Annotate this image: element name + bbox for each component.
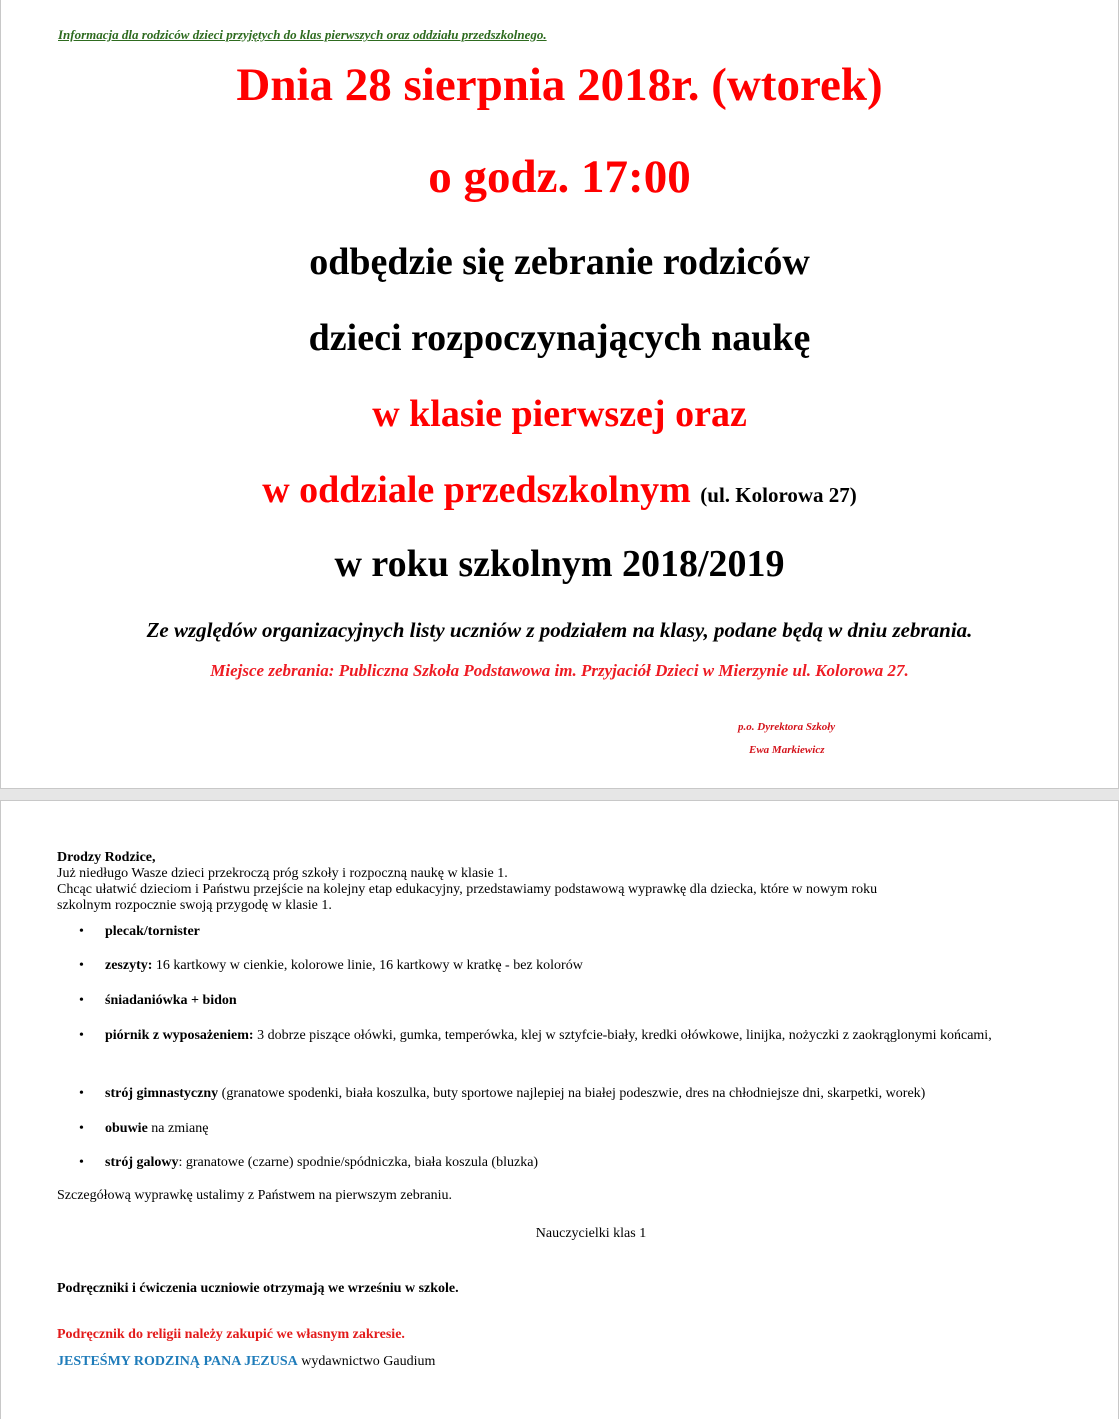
signature-title: p.o. Dyrektora Szkoły <box>738 721 836 733</box>
item-title: zeszyty: <box>105 958 153 973</box>
bullet-icon: • <box>79 1121 84 1136</box>
item-detail: : granatowe (czarne) spodnie/spódniczka, biała koszula (bluzka) <box>178 1155 539 1170</box>
children-heading: dzieci rozpoczynających naukę <box>308 317 811 359</box>
preschool-address: (ul. Kolorowa 27) <box>700 483 857 507</box>
textbooks-note: Podręczniki i ćwiczenia uczniowie otrzymają we wrześniu w szkole. <box>57 1281 459 1296</box>
bullet-icon: • <box>79 958 84 973</box>
intro-paragraph-2: Chcąc ułatwić dzieciom i Państwu przejście na kolejny etap edukacyjny, przedstawiamy podstawową wyprawkę dla dziecka, które w nowym roku <box>57 882 878 897</box>
item-title: plecak/tornister <box>105 924 200 939</box>
bullet-icon: • <box>79 1155 84 1170</box>
item-detail: 16 kartkowy w cienkie, kolorowe linie, 16 kartkowy w kratkę - bez kolorów <box>152 958 583 973</box>
item-title: piórnik z wyposażeniem: <box>105 1028 254 1043</box>
greeting: Drodzy Rodzice, <box>57 850 156 865</box>
item-title: śniadaniówka + bidon <box>105 993 237 1008</box>
info-header: Informacja dla rodziców dzieci przyjętych do klas pierwszych oraz oddziału przedszkolnego. <box>58 27 547 42</box>
closing-note: Szczegółową wyprawkę ustalimy z Państwem na pierwszym zebraniu. <box>57 1188 452 1203</box>
meeting-heading: odbędzie się zebranie rodziców <box>309 241 810 283</box>
bullet-icon: • <box>79 993 84 1008</box>
preschool-text: w oddziale przedszkolnym <box>262 469 691 511</box>
item-title: strój galowy <box>105 1155 179 1170</box>
preschool-heading <box>1 468 1118 512</box>
item-detail: na zmianę <box>147 1121 209 1136</box>
date-heading: Dnia 28 sierpnia 2018r. (wtorek) <box>236 59 883 111</box>
item-detail: 3 dobrze piszące ołówki, gumka, temperówka, klej w sztyfcie-biały, kredki ołówkowe, linijka, nożyczki z zaokrąglonymi końcami, <box>253 1028 992 1043</box>
item-detail: (granatowe spodenki, biała koszulka, buty sportowe najlepiej na białej podeszwie, dres na chłodniejsze dni, skarpetki, worek) <box>218 1086 926 1101</box>
religion-note: Podręcznik do religii należy zakupić we własnym zakresie. <box>57 1327 405 1342</box>
item-title: strój gimnastyczny <box>105 1086 219 1101</box>
bullet-icon: • <box>79 924 84 939</box>
intro-paragraph-3: szkolnym rozpocznie swoją przygodę w klasie 1. <box>57 898 332 913</box>
religion-book <box>57 1354 435 1370</box>
item-title: obuwie <box>105 1121 148 1136</box>
bullet-icon: • <box>79 1028 84 1043</box>
lists-note: Ze względów organizacyjnych listy uczniów z podziałem na klasy, podane będą w dniu zebrania. <box>146 618 973 642</box>
religion-book-title: JESTEŚMY RODZINĄ PANA JEZUSA <box>57 1354 298 1369</box>
school-year-heading: w roku szkolnym 2018/2019 <box>334 543 785 585</box>
publisher: wydawnictwo Gaudium <box>297 1354 436 1369</box>
bullet-icon: • <box>79 1086 84 1101</box>
intro-paragraph-1: Już niedługo Wasze dzieci przekroczą próg szkoły i rozpoczną naukę w klasie 1. <box>57 866 508 881</box>
teachers-signature: Nauczycielki klas 1 <box>535 1226 647 1241</box>
time-heading: o godz. 17:00 <box>428 151 691 203</box>
class-heading: w klasie pierwszej oraz <box>372 393 747 435</box>
place-note: Miejsce zebrania: Publiczna Szkoła Podstawowa im. Przyjaciół Dzieci w Mierzynie ul. Kolorowa 27. <box>210 661 909 680</box>
signature-name: Ewa Markiewicz <box>749 744 825 756</box>
